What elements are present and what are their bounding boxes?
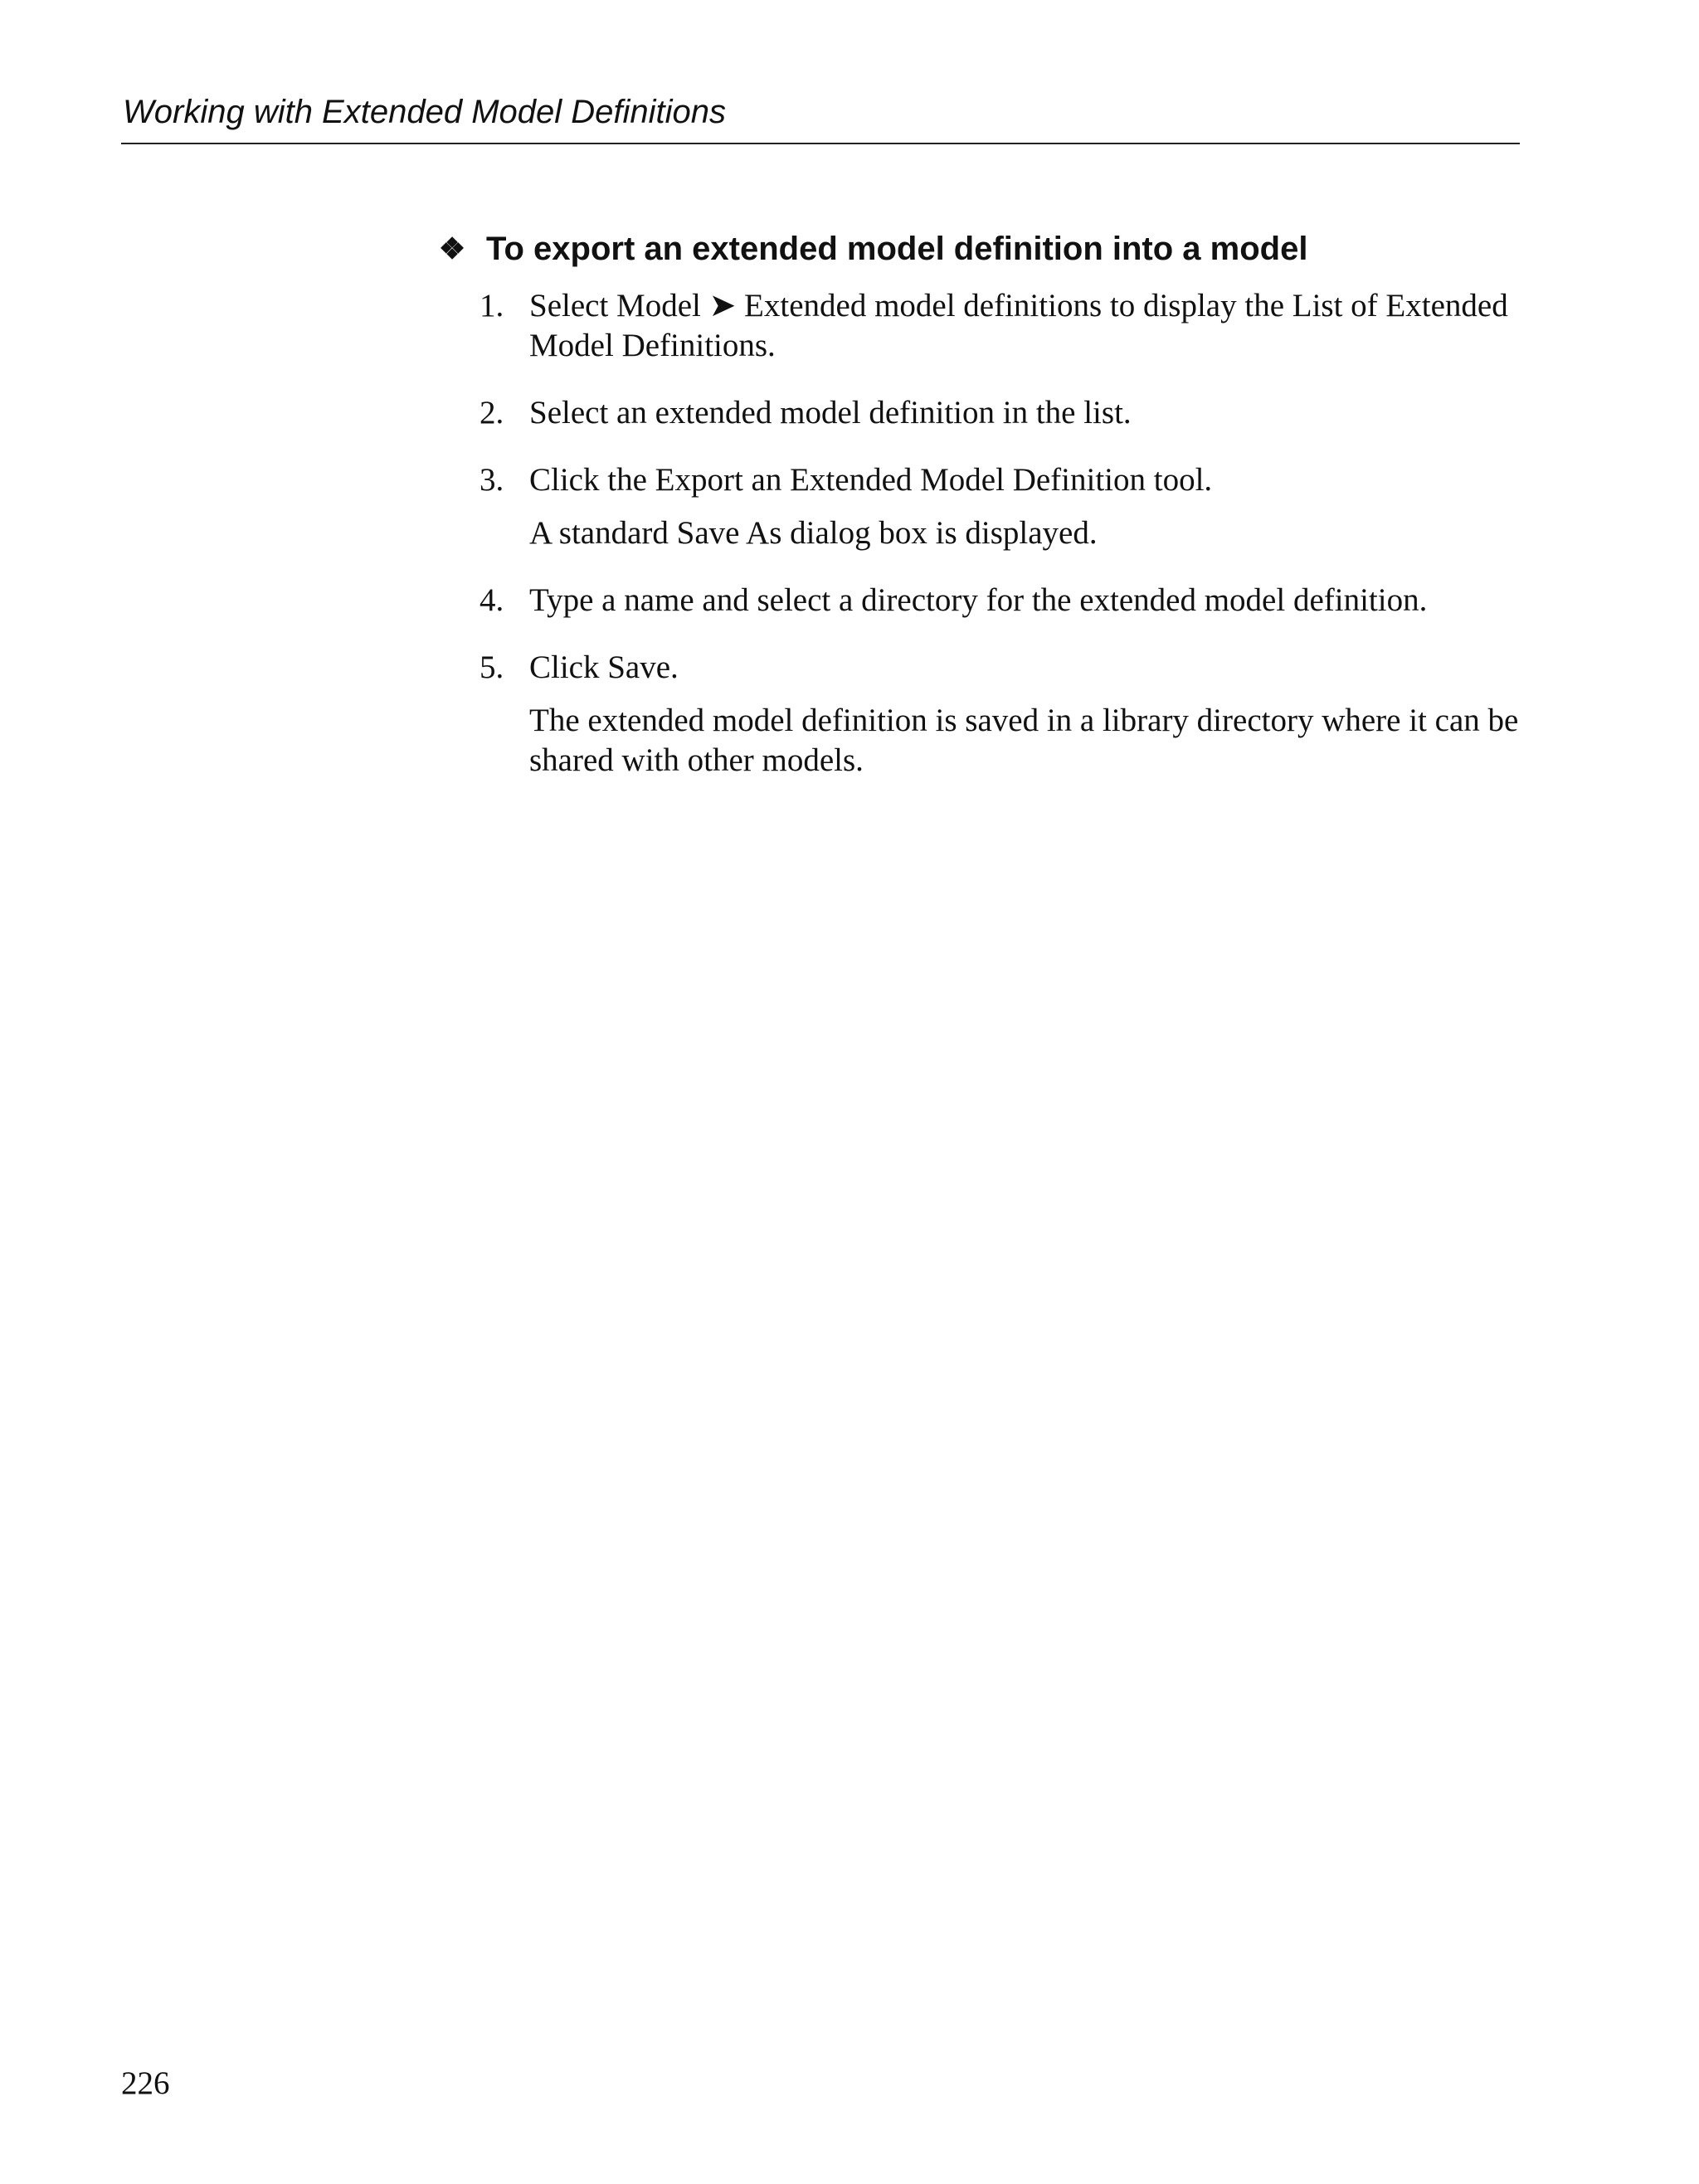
- step-5: [480, 648, 1525, 781]
- step-number: 3.: [480, 462, 504, 498]
- step-text: Type a name and select a directory for the extended model definition.: [529, 582, 1428, 618]
- step-4: [480, 581, 1525, 620]
- step-text: Click Save.: [529, 649, 679, 685]
- step-result: The extended model definition is saved in a library directory where it can be shared with other models.: [529, 703, 1519, 778]
- step-3: [480, 460, 1525, 553]
- step-number: 4.: [480, 582, 504, 618]
- header-rule: [121, 143, 1520, 144]
- step-text: Select an extended model definition in the list.: [529, 395, 1132, 430]
- step-result: A standard Save As dialog box is displayed.: [529, 515, 1098, 551]
- running-header: Working with Extended Model Definitions: [123, 94, 727, 130]
- step-1: [480, 286, 1525, 366]
- step-text: Select Model ➤ Extended model definitions to display the List of Extended Model Definitions.: [529, 288, 1508, 363]
- four-diamond-bullet-icon: ❖: [438, 231, 466, 265]
- step-list: [480, 286, 1525, 781]
- page-number: 226: [121, 2065, 170, 2101]
- step-text: Click the Export an Extended Model Definition tool.: [529, 462, 1213, 498]
- step-number: 5.: [480, 649, 504, 685]
- step-number: 1.: [480, 288, 504, 323]
- procedure-title: To export an extended model definition into a model: [486, 231, 1308, 267]
- step-2: [480, 393, 1525, 433]
- step-number: 2.: [480, 395, 504, 430]
